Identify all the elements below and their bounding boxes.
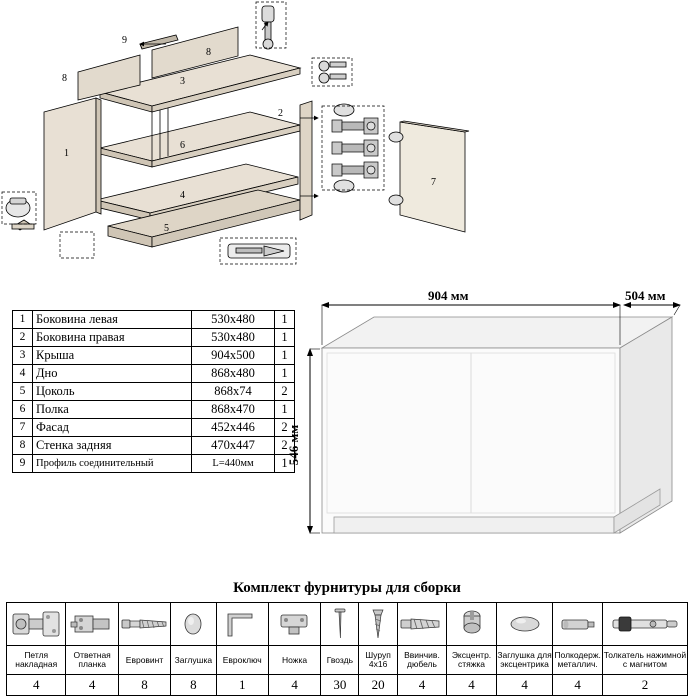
- part-number: 8: [13, 437, 33, 455]
- part-qty: 1: [275, 329, 295, 347]
- screw-in-dowel-icon: [397, 603, 447, 646]
- screw-icon: [359, 603, 397, 646]
- part-name: Полка: [33, 401, 192, 419]
- hardware-qty: 1: [216, 675, 268, 696]
- hinge-overlay-icon: [7, 603, 66, 646]
- part-number: 4: [13, 365, 33, 383]
- part-name: Цоколь: [33, 383, 192, 401]
- part-qty: 2: [275, 419, 295, 437]
- leg-icon: [268, 603, 320, 646]
- hardware-qty: 20: [359, 675, 397, 696]
- part-number: 7: [13, 419, 33, 437]
- hardware-icon-row: [7, 603, 688, 646]
- cam-cap-icon: [496, 603, 553, 646]
- table-row: [13, 455, 295, 473]
- hinge-plate-icon: [66, 603, 118, 646]
- parts-table: [12, 310, 295, 473]
- dimensioned-cabinet-drawing: [286, 285, 694, 565]
- hardware-qty: 4: [66, 675, 118, 696]
- callout-8b: 8: [206, 47, 211, 58]
- part-qty: 1: [275, 365, 295, 383]
- part-name: Боковина правая: [33, 329, 192, 347]
- part-size: 452х446: [192, 419, 275, 437]
- hardware-kit-table: [6, 602, 688, 696]
- part-name: Дно: [33, 365, 192, 383]
- part-qty: 1: [275, 311, 295, 329]
- part-qty: 1: [275, 347, 295, 365]
- part-name: Крыша: [33, 347, 192, 365]
- hardware-qty: 8: [171, 675, 216, 696]
- hardware-label: Гвоздь: [321, 646, 359, 675]
- table-row: [13, 437, 295, 455]
- callout-2: 2: [278, 108, 283, 119]
- part-number: 3: [13, 347, 33, 365]
- part-qty: 2: [275, 383, 295, 401]
- hardware-label: Шуруп 4х16: [359, 646, 397, 675]
- part-size: L=440мм: [192, 455, 275, 473]
- nail-icon: [321, 603, 359, 646]
- part-number: 1: [13, 311, 33, 329]
- part-name: Фасад: [33, 419, 192, 437]
- part-size: 530х480: [192, 311, 275, 329]
- callout-8a: 8: [62, 73, 67, 84]
- hardware-qty: 4: [268, 675, 320, 696]
- table-row: [13, 365, 295, 383]
- euro-screw-icon: [118, 603, 170, 646]
- cap-icon: [171, 603, 216, 646]
- part-size: 868х480: [192, 365, 275, 383]
- hardware-qty: 4: [447, 675, 497, 696]
- callout-7: 7: [431, 177, 436, 188]
- hardware-qty: 4: [496, 675, 553, 696]
- exploded-assembly-diagram: [0, 0, 694, 285]
- hardware-label-row: [7, 646, 688, 675]
- magnet-catch-icon: [602, 603, 687, 646]
- table-row: [13, 419, 295, 437]
- hardware-label: Ответная планка: [66, 646, 118, 675]
- table-row: [13, 401, 295, 419]
- part-name: Стенка задняя: [33, 437, 192, 455]
- table-row: [13, 311, 295, 329]
- hardware-label: Ножка: [268, 646, 320, 675]
- part-number: 2: [13, 329, 33, 347]
- callout-9: 9: [122, 35, 127, 46]
- callout-3: 3: [180, 76, 185, 87]
- part-qty: 1: [275, 401, 295, 419]
- depth-dimension-label: 504 мм: [625, 288, 666, 303]
- euro-key-icon: [216, 603, 268, 646]
- hardware-label: Евровинт: [118, 646, 170, 675]
- part-size: 904х500: [192, 347, 275, 365]
- part-name: Профиль соединительный: [33, 455, 192, 473]
- table-row: [13, 383, 295, 401]
- callout-5: 5: [164, 223, 169, 234]
- hardware-qty-row: [7, 675, 688, 696]
- hardware-label: Заглушка: [171, 646, 216, 675]
- hardware-label: Петля накладная: [7, 646, 66, 675]
- hardware-label: Толкатель нажимной с магнитом: [602, 646, 687, 675]
- part-number: 6: [13, 401, 33, 419]
- part-qty: 1: [275, 455, 295, 473]
- hardware-qty: 30: [321, 675, 359, 696]
- callout-4: 4: [180, 190, 185, 201]
- part-number: 5: [13, 383, 33, 401]
- width-dimension-label: 904 мм: [428, 288, 469, 303]
- hardware-qty: 2: [602, 675, 687, 696]
- hardware-qty: 8: [118, 675, 170, 696]
- metal-shelf-support-icon: [553, 603, 603, 646]
- hardware-qty: 4: [7, 675, 66, 696]
- hardware-label: Заглушка для эксцентрика: [496, 646, 553, 675]
- part-size: 868х470: [192, 401, 275, 419]
- part-number: 9: [13, 455, 33, 473]
- part-size: 868х74: [192, 383, 275, 401]
- callout-6: 6: [180, 140, 185, 151]
- hardware-label: Полкодерж. металлич.: [553, 646, 603, 675]
- part-name: Боковина левая: [33, 311, 192, 329]
- table-row: [13, 347, 295, 365]
- table-row: [13, 329, 295, 347]
- part-size: 470х447: [192, 437, 275, 455]
- part-qty: 2: [275, 437, 295, 455]
- callout-1: 1: [64, 148, 69, 159]
- part-size: 530х480: [192, 329, 275, 347]
- cam-lock-icon: [447, 603, 497, 646]
- hardware-label: Ввинчив. дюбель: [397, 646, 447, 675]
- hardware-qty: 4: [553, 675, 603, 696]
- hardware-qty: 4: [397, 675, 447, 696]
- height-dimension-label: 546 мм: [286, 424, 301, 466]
- hardware-kit-title: Комплект фурнитуры для сборки: [233, 580, 461, 596]
- hardware-label: Эксцентр. стяжка: [447, 646, 497, 675]
- hardware-label: Евроключ: [216, 646, 268, 675]
